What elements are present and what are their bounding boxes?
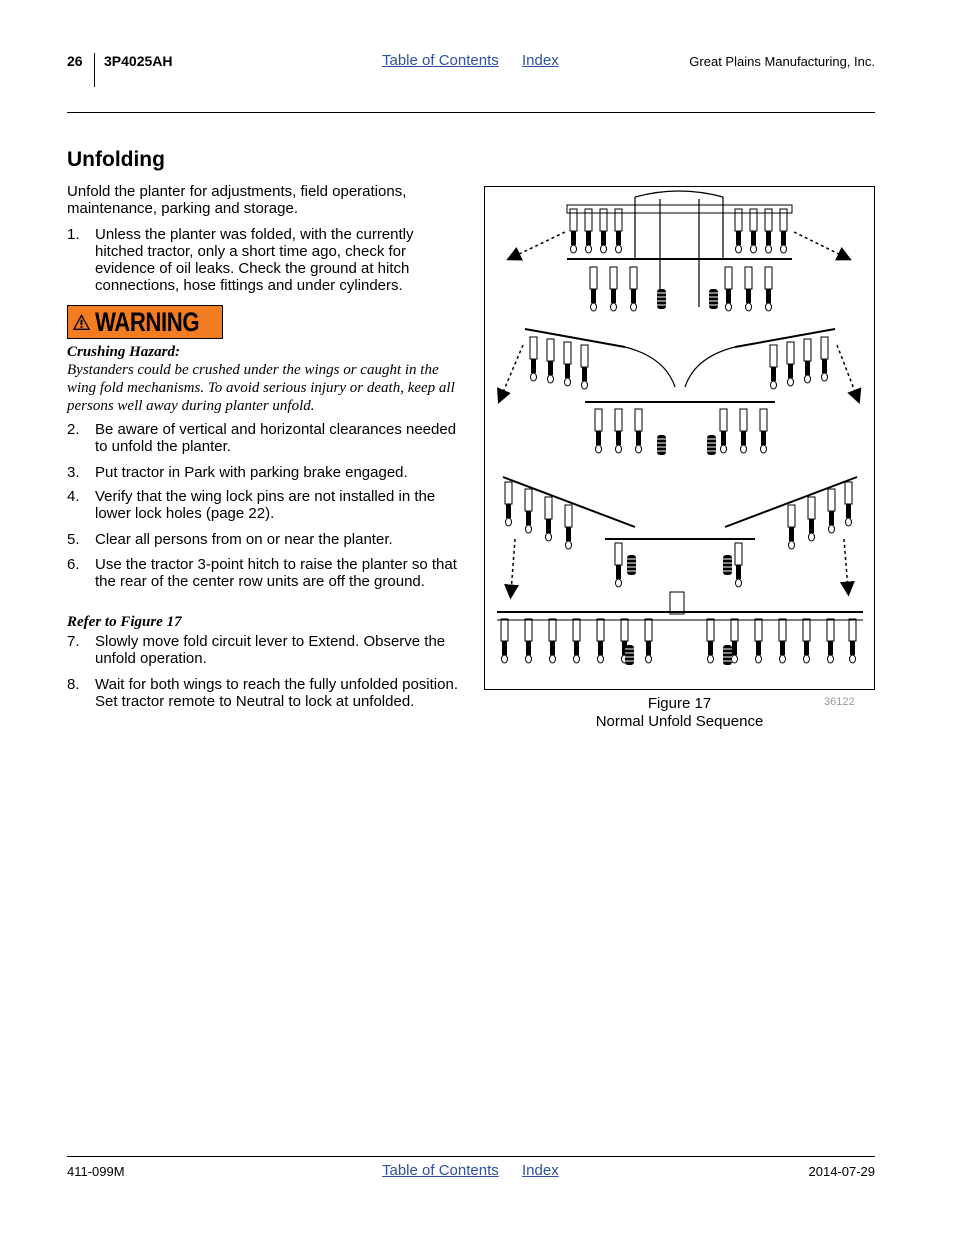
hazard-title: Crushing Hazard:: [67, 344, 180, 360]
step-number: 4.: [67, 488, 80, 505]
step-6: [67, 556, 459, 590]
header-divider: [94, 53, 95, 87]
step-3: [67, 464, 459, 481]
step-number: 1.: [67, 226, 80, 243]
page-number: 26: [67, 53, 83, 69]
step-4: [67, 488, 459, 522]
company-name: Great Plains Manufacturing, Inc.: [689, 54, 875, 69]
step-7: [67, 633, 459, 667]
figure-17: [484, 186, 875, 690]
step-number: 8.: [67, 676, 80, 693]
header-rule: [67, 112, 875, 113]
step-text: Wait for both wings to reach the fully unfolded position. Set tractor remote to Neutral to lock at unfolded.: [95, 676, 458, 710]
figure-caption: [484, 695, 875, 731]
step-2: [67, 421, 459, 455]
intro-paragraph: Unfold the planter for adjustments, field operations, maintenance, parking and storage.: [67, 183, 407, 217]
warning-triangle-icon: [72, 310, 91, 334]
step-text: Be aware of vertical and horizontal clearances needed to unfold the planter.: [95, 421, 457, 455]
step-text: Verify that the wing lock pins are not installed in the lower lock holes (page 22).: [95, 488, 436, 522]
step-text: Use the tractor 3-point hitch to raise the planter so that the rear of the center row units are off the ground.: [95, 556, 457, 590]
step-text: Clear all persons from on or near the planter.: [95, 531, 393, 548]
step-text: Slowly move fold circuit lever to Extend. Observe the unfold operation.: [95, 633, 446, 667]
section-title: Unfolding: [67, 148, 165, 171]
hazard-text: Bystanders could be crushed under the wings or caught in the wing fold mechanisms. To avoid serious injury or death, keep all persons well away during planter unfold.: [67, 362, 455, 414]
footer-index-link[interactable]: Index: [522, 1162, 559, 1179]
model-number: 3P4025AH: [104, 53, 173, 69]
stage-partial-1: [501, 329, 857, 455]
step-text: Unless the planter was folded, with the currently hitched tractor, only a short time ago, check for evidence of oil leaks. Check the ground at hitch connections, hose fittings and under cylinders.: [95, 226, 414, 294]
step-8: [67, 676, 459, 710]
step-1: [67, 226, 459, 294]
step-5: [67, 531, 459, 548]
step-number: 6.: [67, 556, 80, 573]
figure-number: Figure 17: [647, 695, 712, 712]
stage-folded: [513, 191, 845, 311]
warning-label: [67, 305, 223, 339]
stage-unfolded: [497, 592, 863, 665]
planter-unfold-illustration: [485, 187, 874, 689]
figure-reference: Refer to Figure 17: [67, 614, 182, 630]
document-number: 411-099M: [67, 1164, 125, 1179]
step-number: 5.: [67, 531, 80, 548]
publish-date: 2014-07-29: [808, 1164, 875, 1179]
stage-partial-2: [503, 477, 857, 592]
step-number: 3.: [67, 464, 80, 481]
header-toc-link[interactable]: Table of Contents: [382, 52, 499, 69]
art-number: 36122: [824, 696, 855, 708]
warning-text: WARNING: [95, 306, 200, 337]
step-number: 2.: [67, 421, 80, 438]
figure-title: Normal Unfold Sequence: [595, 713, 764, 730]
step-number: 7.: [67, 633, 80, 650]
header-index-link[interactable]: Index: [522, 52, 559, 69]
step-text: Put tractor in Park with parking brake engaged.: [95, 464, 408, 481]
footer-toc-link[interactable]: Table of Contents: [382, 1162, 499, 1179]
footer-rule: [67, 1156, 875, 1157]
